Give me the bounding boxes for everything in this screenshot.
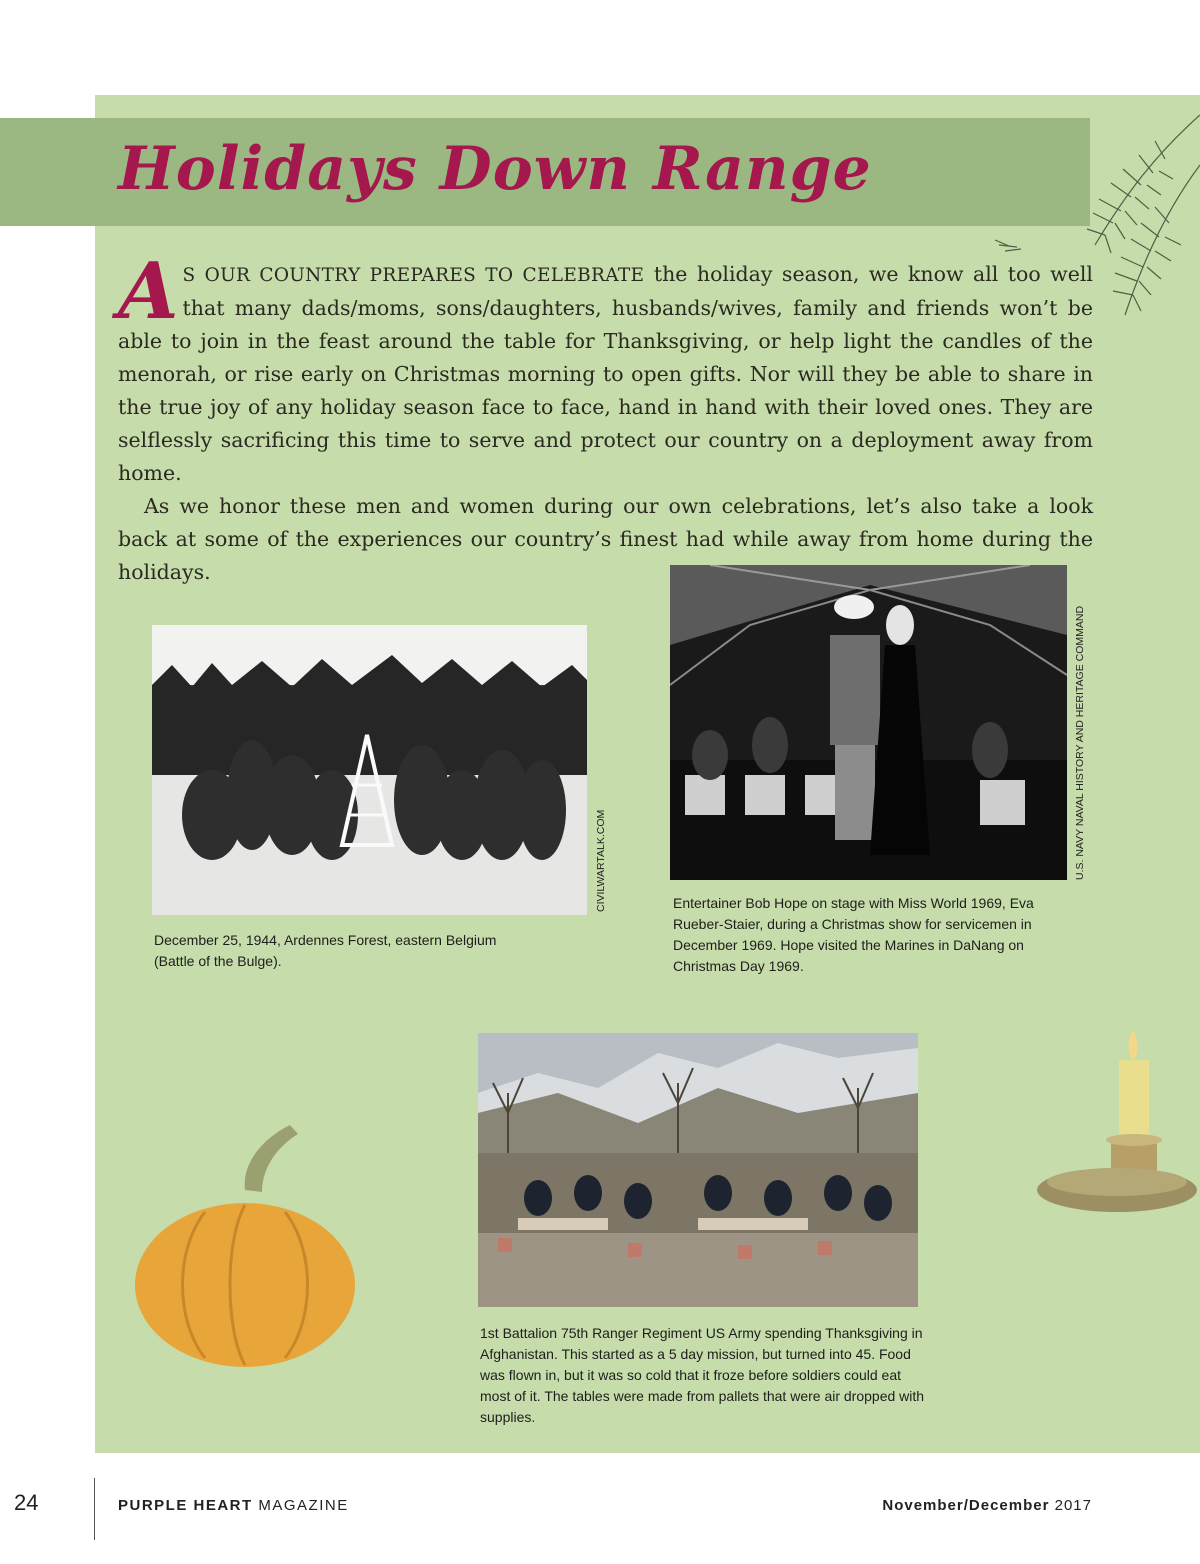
magazine-name — [118, 1497, 349, 1514]
issue-months: November/December — [882, 1497, 1050, 1514]
lead-in-caps: S OUR COUNTRY PREPARES TO CELEBRATE — [182, 265, 645, 286]
drop-cap: A — [118, 246, 179, 337]
paragraph-1-text: the holiday season, we know all too well that many dads/moms, sons/daughters, husbands/wives, family and friends won’t be able to join in the feast around the table for Thanksgiving, or help light the candles of the menorah, or rise early on Christmas morning to open gifts. Nor will they be able to share in the true joy of any holiday season face to face, hand in hand with their loved ones. They are selflessly sacrificing this time to serve and protect our country on a deployment away from home. — [118, 262, 1093, 485]
candle-decoration — [1035, 1020, 1200, 1220]
caption-bob-hope: Entertainer Bob Hope on stage with Miss World 1969, Eva Rueber-Staier, during a Christmas show for servicemen in December 1969. Hope visited the Marines in DaNang on Christmas Day 1969. — [673, 895, 1034, 974]
article-title: Holidays Down Range — [118, 134, 872, 204]
caption-afghanistan: 1st Battalion 75th Ranger Regiment US Army spending Thanksgiving in Afghanistan. This started as a 5 day mission, but turned into 45. Food was flown in, but it was so cold that it froze before soldiers could eat most of it. The tables were made from pallets that were air dropped with supplies. — [480, 1325, 925, 1425]
article-body — [118, 246, 1093, 589]
pumpkin-decoration — [130, 1120, 360, 1370]
photo-bob-hope-stage — [670, 565, 1067, 880]
issue-year: 2017 — [1054, 1497, 1092, 1514]
footer-divider — [94, 1478, 95, 1540]
article-paragraph-1 — [118, 246, 1093, 490]
caption-ardennes: December 25, 1944, Ardennes Forest, eastern Belgium (Battle of the Bulge). — [154, 932, 497, 969]
magazine-name-bold: PURPLE HEART — [118, 1497, 253, 1514]
photo-ardennes-soldiers — [152, 625, 587, 915]
page-number: 24 — [14, 1490, 39, 1515]
magazine-name-light: MAGAZINE — [258, 1497, 349, 1514]
article-paragraph-2: As we honor these men and women during our own celebrations, let’s also take a look back at some of the experiences our country’s finest had while away from home during the holidays. — [118, 494, 1093, 584]
issue-date — [882, 1497, 1092, 1514]
photo-credit-navy-history: U.S. NAVY NAVAL HISTORY AND HERITAGE COMMAND — [1074, 605, 1086, 880]
photo-afghanistan-thanksgiving — [478, 1033, 918, 1307]
photo-credit-civilwartalk: CIVILWARTALK.COM — [595, 809, 607, 912]
